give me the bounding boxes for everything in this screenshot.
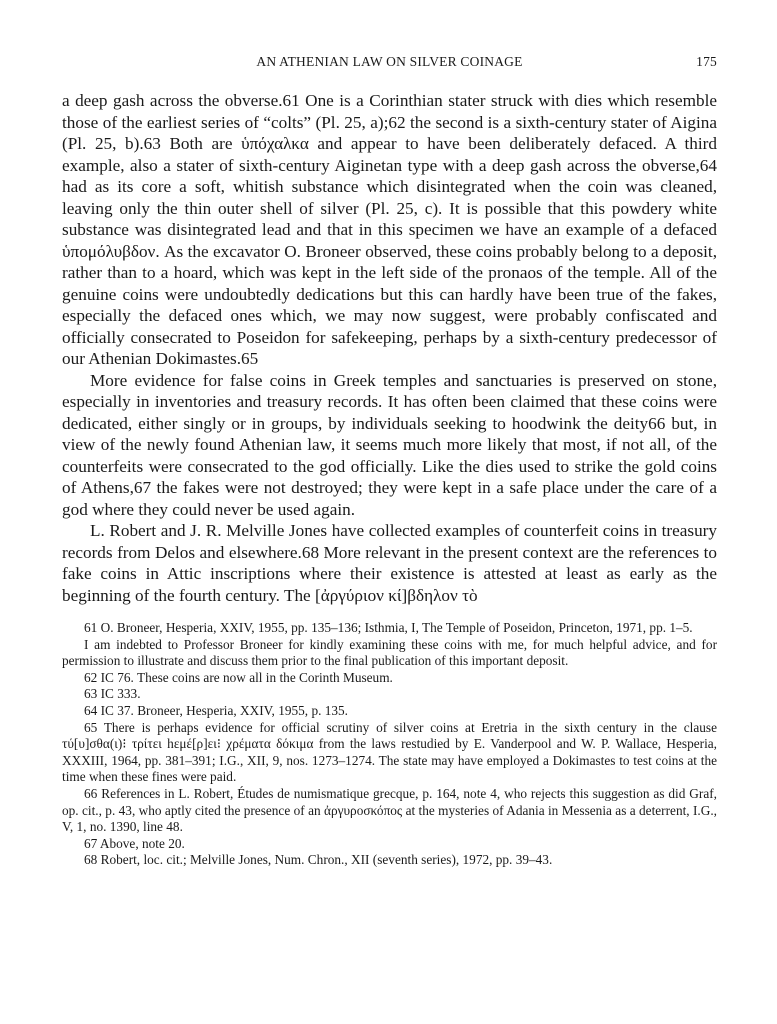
paragraph: L. Robert and J. R. Melville Jones have collected examples of counterfeit coins in treasury records from Delos and elsewhere.68 More relevant in the present context are the references to fake coins in Attic inscriptions where their existence is attested at least as early as the beginning of the fourth century. The [ἀργύριον κί]βδηλον τὸ xyxy=(62,521,717,605)
footnote-66: 66 References in L. Robert, Études de numismatique grecque, p. 164, note 4, who rejects this suggestion as did Graf, op. cit., p. 43, who aptly cited the presence of an ἀργυροσκόπος at the mysteries of Adania in Messenia as a deterrent, I.G., V, 1, no. 1390, line 48. xyxy=(62,785,717,835)
footnote-64: 64 IC 37. Broneer, Hesperia, XXIV, 1955, p. 135. xyxy=(84,702,349,718)
footnotes xyxy=(62,620,717,869)
footnote-63: 63 IC 333. xyxy=(84,686,141,702)
page-number: 175 xyxy=(696,54,717,69)
running-title: AN ATHENIAN LAW ON SILVER COINAGE xyxy=(256,54,523,69)
footnote-61: 61 O. Broneer, Hesperia, XXIV, 1955, pp. 135–136; Isthmia, I, The Temple of Poseidon, Princeton, 1971, pp. 1–5. xyxy=(84,620,693,635)
footnote-68: 68 Robert, loc. cit.; Melville Jones, Num. Chron., XII (seventh series), 1972, pp. 39–43. xyxy=(84,852,553,868)
journal-page xyxy=(62,54,717,869)
footnote-61-continuation: I am indebted to Professor Broneer for kindly examining these coins with me, for much helpful advice, and for permission to illustrate and discuss them prior to the final publication of this important deposit. xyxy=(62,636,717,669)
body-text xyxy=(62,90,717,606)
paragraph: a deep gash across the obverse.61 One is a Corinthian stater struck with dies which resemble those of the earliest series of “colts” (Pl. 25, a);62 the second is a sixth-century stater of Aigina (Pl. 25, b).63 Both are ὑπόχαλκα and appear to have been deliberately defaced. A third example, also a stater of sixth-century Aiginetan type with a deep gash across the obverse,64 had as its core a soft, whitish substance which disintegrated when the coin was cleaned, leaving only the thin outer shell of silver (Pl. 25, c). It is possible that this powdery white substance was disintegrated lead and that in this specimen we have an example of a defaced ὑπομόλυβδον. As the excavator O. Broneer observed, these coins probably belong to a deposit, rather than to a hoard, which was kept in the left side of the pronaos of the temple. All of the genuine coins were undoubtedly dedications but this can hardly have been true of the fakes, especially the defaced ones which, we may now suggest, were probably confiscated and officially consecrated to Poseidon for safekeeping, perhaps by a sixth-century predecessor of our Athenian Dokimastes.65 xyxy=(62,91,717,368)
running-head xyxy=(62,54,717,76)
footnote-65: 65 There is perhaps evidence for official scrutiny of silver coins at Eretria in the sixth century in the clause τύ[υ]σθα(ι)⁝ τρίτει hεμέ[ρ]ει⁝ χρέματα δόκιμα from the laws restudied by E. Vanderpool and W. P. Wallace, Hesperia, XXXIII, 1964, pp. 381–391; I.G., XII, 9, nos. 1273–1274. The state may have employed a Dokimastes to test coins at the time when these fines were paid. xyxy=(62,719,717,785)
paragraph: More evidence for false coins in Greek temples and sanctuaries is preserved on stone, especially in inventories and treasury records. It has often been claimed that these coins were dedicated, either singly or in groups, by individuals seeking to hoodwink the deity66 but, in view of the newly found Athenian law, it seems much more likely that most, if not all, of the counterfeits were consecrated to the god officially. Like the dies used to strike the gold coins of Athens,67 the fakes were not destroyed; they were kept in a safe place under the care of a god where they could never be used again. xyxy=(62,370,717,519)
footnote-62: 62 IC 76. These coins are now all in the Corinth Museum. xyxy=(84,669,393,685)
footnote-67: 67 Above, note 20. xyxy=(84,835,185,851)
